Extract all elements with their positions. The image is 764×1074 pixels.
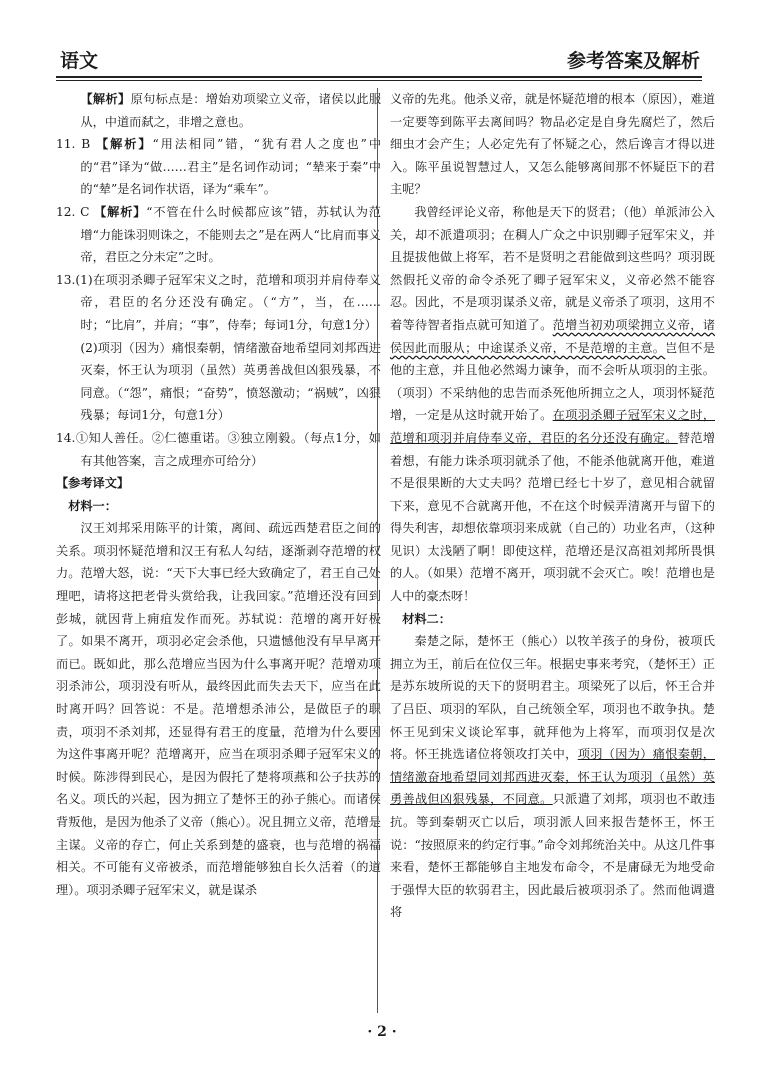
analysis-text: 原句标点是：增始劝项梁立义帝，诸侯以此服从，中道而弑之，非增之意也。 xyxy=(80,92,382,129)
subject-label: 语文 xyxy=(60,50,99,72)
wavy-underlined-sentence: 范增当初劝项梁拥立义帝，诸侯因此而服从；中途谋杀义帝，不是范增的主意。 xyxy=(390,317,716,355)
column-divider xyxy=(377,88,378,1013)
paragraph-text: 我曾经评论义帝，称他是天下的贤君；（他）单派沛公入关，却不派遣项羽；在稠人广众之中识别卿子冠军宋义，并且提拔他做上将军，若不是贤明之君能做到这些吗？项羽既然假托义帝的命令杀死了卿子冠军宋义，义帝必然不能容忍。因此，不是项羽谋杀义帝，就是义帝杀了项羽，这用不着等待智者指点就可知道了。 xyxy=(390,204,715,332)
left-column xyxy=(56,88,381,901)
analysis-tag: 【解析】 xyxy=(95,137,153,152)
paragraph-text: 岂但不是他的主意，并且他必然竭力谏争，而不会听从项羽的主张。（项羽）不采纳他的忠告而杀死他所拥立之人，项羽怀疑范增，一定是从这时就开始了。 xyxy=(390,340,716,423)
material-1-paragraph-2 xyxy=(390,201,715,608)
item-number: 14. xyxy=(56,430,76,445)
analysis-tag: 【解析】 xyxy=(80,92,131,106)
underlined-sentence: 项羽（因为）痛恨秦朝，情绪激奋地希望同刘邦西进灭秦，怀王认为项羽（虽然）英勇善战但凶狠残暴，不同意。 xyxy=(390,747,715,807)
page-header xyxy=(56,40,702,74)
analysis-text: “用法相同”错，“犹有君人之度也”中的“君”译为“做……君主”是名词作动词；“辇来于秦”中的“辇”是名词作状语，译为“乘车”。 xyxy=(80,137,382,197)
item-11 xyxy=(56,133,381,201)
underlined-sentence: 在项羽杀卿子冠军宋义之时，范增和项羽并肩侍奉义帝，君臣的名分还没有确定。 xyxy=(390,408,716,445)
answer-text: (1)在项羽杀卿子冠军宋义之时，范增和项羽并肩侍奉义帝，君臣的名分还没有确定。（“方”，当，在……时；“比肩”，并肩；“事”，侍奉；每词1分，句意1分） xyxy=(75,272,381,332)
paragraph-text: 只派遣了刘邦，项羽也不敢违抗。等到秦朝灭亡以后，项羽派人回来报告楚怀王，怀王说：“按照原来的约定行事。”命令刘邦统治关中。从这几件事来看，楚怀王都能够自主地发布命令，不是庸碌无为地受命于强悍大臣的软弱君主，因此最后被项羽杀了。然而他调遣将 xyxy=(390,792,716,920)
analysis-tag: 【解析】 xyxy=(94,204,147,219)
paragraph-text: 替范增着想，有能力诛杀项羽就杀了他，不能杀他就离开他，难道不是很果断的大丈夫吗？范增已经七十岁了，意见相合就留下来，意见不合就离开他，不在这个时候弄清离开与留下的得失利害，却想依靠项羽来成就（自己的）功业名声，（这种见识）太浅陋了啊！即使这样，范增还是汉高祖刘邦所畏惧的人。（如果）范增不离开，项羽就不会灭亡。唉！范增也是人中的豪杰呀！ xyxy=(390,430,716,604)
page-number: · 2 · xyxy=(367,1024,397,1040)
paragraph-text: 秦楚之际，楚怀王（熊心）以牧羊孩子的身份，被项氏拥立为王，前后在位仅三年。根据史事来考究，（楚怀王）正是苏东坡所说的天下的贤明君主。项梁死了以后，怀王合并了吕臣、项羽的军队，自己统领全军，项羽也不敢争执。楚怀王见到宋义谈论军事，就拜他为上将军，而项羽仅是次将。怀王挑选诸位将领攻打关中， xyxy=(390,634,715,762)
section-label: 参考答案及解析 xyxy=(566,50,700,72)
item-number: 11. B xyxy=(56,137,91,152)
item-10-analysis xyxy=(56,88,381,133)
right-column xyxy=(390,88,715,924)
answer-text: ①知人善任。②仁德重诺。③独立刚毅。（每点1分，如有其他答案，言之成理亦可给分） xyxy=(75,430,381,468)
material-2-text xyxy=(390,630,715,924)
material-1-text: 汉王刘邦采用陈平的计策，离间、疏远西楚君臣之间的关系。项羽怀疑范增和汉王有私人勾结，逐渐剥夺范增的权力。范增大怒，说：“天下大事已经大致确定了，君王自己处理吧，请将这把老骨头赏给我，让我回家。”范增还没有回到彭城，就因背上痈疽发作而死。苏轼说：范增的离开好极了。如果不离开，项羽必定会杀他，只遗憾他没有早早离开而已。既如此，那么范增应当因为什么事离开呢？范增劝项羽杀沛公，项羽没有听从，最终因此而失去天下，应当在此时离开吗？回答说：不是。范增想杀沛公，是做臣子的职责，项羽不杀刘邦，还显得有君王的度量，范增为什么要因为这件事离开呢？范增离开，应当在项羽杀卿子冠军宋义的时候。陈涉得到民心，是因为假托了楚将项燕和公子扶苏的名义。项氏的兴起，因为拥立了楚怀王的孙子熊心。而诸侯背叛他，是因为他杀了义帝（熊心）。况且拥立义帝，范增是主谋。义帝的存亡，何止关系到楚的盛衰，也与范增的祸福相关。不可能有义帝被杀，而范增能够独自长久活着（的道理）。项羽杀卿子冠军宋义，就是谋杀 xyxy=(56,521,381,897)
item-number: 13. xyxy=(56,272,76,287)
item-number: 12. C xyxy=(56,204,90,219)
translation-title: 【参考译文】 xyxy=(56,476,130,491)
item-12 xyxy=(56,201,381,269)
material-2-title: 材料二： xyxy=(402,611,451,626)
item-13-part-2: (2)项羽（因为）痛恨秦朝，情绪激奋地希望同刘邦西进灭秦，怀王认为项羽（虽然）英勇善战但凶狠残暴，不同意。（“怨”，痛恨；“奋势”，愤怒激动；“祸贼”，凶狠残暴；每词1分，句意1分） xyxy=(80,340,381,423)
item-13-part-1 xyxy=(56,269,381,337)
item-14 xyxy=(56,427,381,472)
analysis-text: “不管在什么时候都应该”错，苏轼认为范增“力能诛羽则诛之，不能则去之”是在两人“比肩而事义帝，君臣之分未定”之时。 xyxy=(80,204,381,265)
header-rule-thick xyxy=(56,76,702,78)
header-rule-thin xyxy=(56,80,702,81)
material-1-title: 材料一： xyxy=(68,498,117,513)
material-1-continued: 义帝的先兆。他杀义帝，就是怀疑范增的根本（原因），难道一定要等到陈平去离间吗？物品必定是自身先腐烂了，然后细虫才会产生；人必定先有了怀疑之心，然后谗言才得以进入。陈平虽说智慧过人，又怎么能够离间那不怀疑臣下的君主呢？ xyxy=(390,92,715,197)
